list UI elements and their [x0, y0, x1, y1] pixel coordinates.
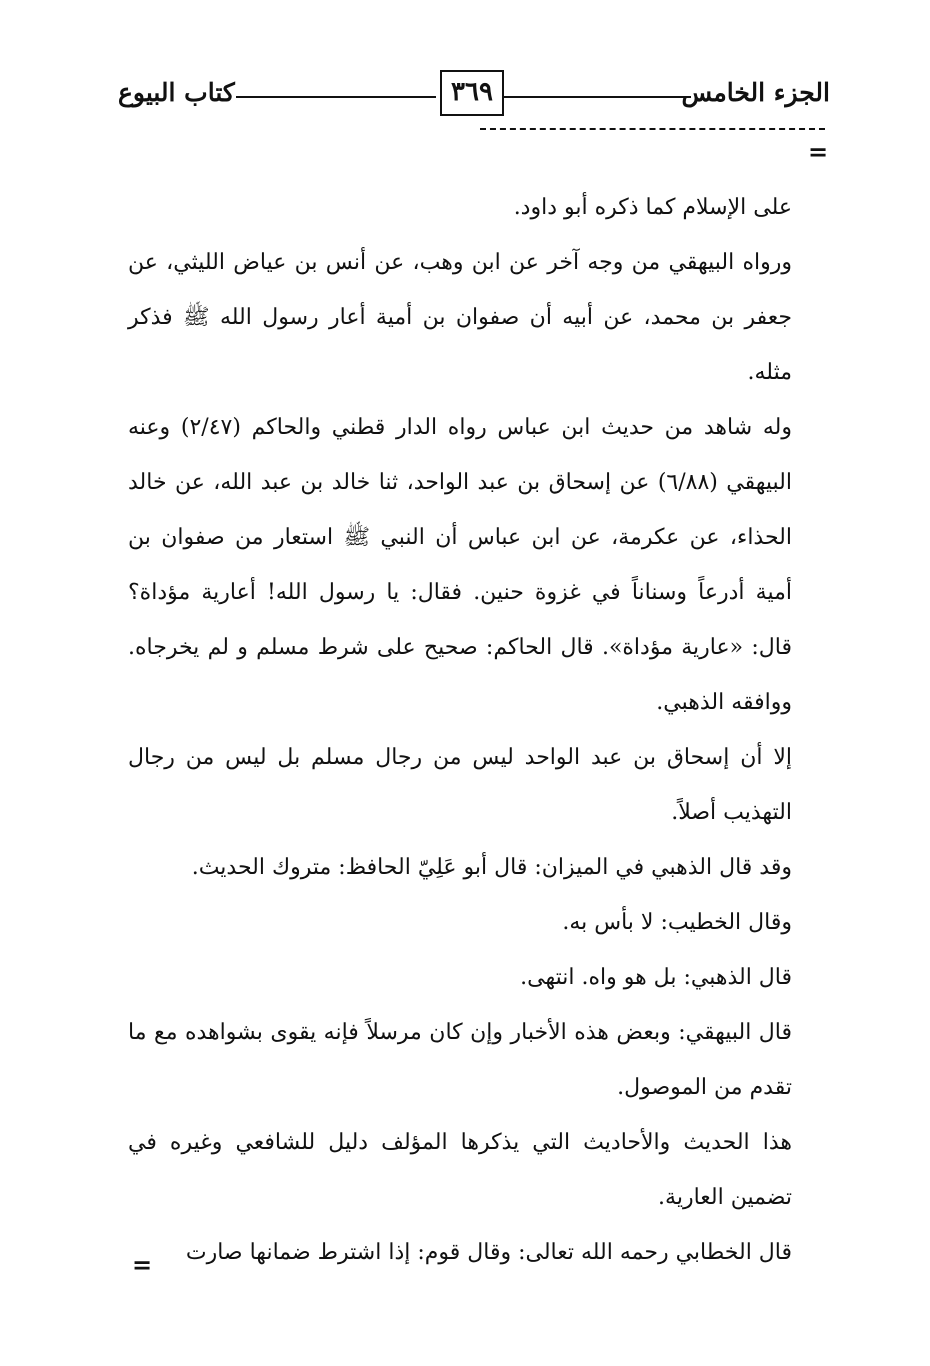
continuation-mark-top: =: [808, 137, 829, 166]
continuation-mark-bottom: =: [132, 1250, 153, 1279]
header-dashed-rule: [480, 128, 825, 130]
paragraph: وله شاهد من حديث ابن عباس رواه الدار قطني والحاكم (٢/٤٧) وعنه البيهقي (٦/٨٨) عن إسحاق بن عبد الواحد، ثنا خالد بن عبد الله، عن خالد الحذاء، عن عكرمة، عن ابن عباس أن النبي ﷺ استعار من صفوان بن أمية أدرعاً وسناناً في غزوة حنين. فقال: يا رسول الله! أعارية مؤداة؟ قال: «عارية مؤداة». قال الحاكم: صحيح على شرط مسلم و لم يخرجاه. ووافقه الذهبي.: [128, 415, 793, 715]
header-rule-left: [236, 96, 436, 98]
volume-title: الجزء الخامس: [681, 78, 830, 107]
paragraph: قال الذهبي: بل هو واه. انتهى.: [520, 965, 792, 990]
paragraph: وقال الخطيب: لا بأس به.: [562, 910, 792, 935]
paragraph: وقد قال الذهبي في الميزان: قال أبو عَلِيّ الحافظ: متروك الحديث.: [191, 855, 792, 880]
paragraph: ورواه البيهقي من وجه آخر عن ابن وهب، عن أنس بن عياض الليثي، عن جعفر بن محمد، عن أبيه أن صفوان بن أمية أعار رسول الله ﷺ فذكر مثله.: [128, 250, 792, 385]
book-title: كتاب البيوع: [118, 78, 235, 107]
page-number: ٣٦٩: [440, 70, 504, 116]
running-header: [118, 70, 830, 122]
header-rule-right: [504, 96, 691, 98]
paragraph: هذا الحديث والأحاديث التي يذكرها المؤلف دليل للشافعي وغيره في تضمين العارية.: [128, 1130, 792, 1210]
paragraph: قال البيهقي: وبعض هذه الأخبار وإن كان مرسلاً فإنه يقوى بشواهده مع ما تقدم من الموصول.: [128, 1020, 792, 1100]
paragraph: إلا أن إسحاق بن عبد الواحد ليس من رجال مسلم بل ليس من رجال التهذيب أصلاً.: [128, 745, 793, 825]
paragraph: على الإسلام كما ذكره أبو داود.: [513, 195, 792, 220]
paragraph: قال الخطابي رحمه الله تعالى: وقال قوم: إذا اشترط ضمانها صارت: [185, 1240, 792, 1265]
page-body: [128, 180, 792, 1280]
